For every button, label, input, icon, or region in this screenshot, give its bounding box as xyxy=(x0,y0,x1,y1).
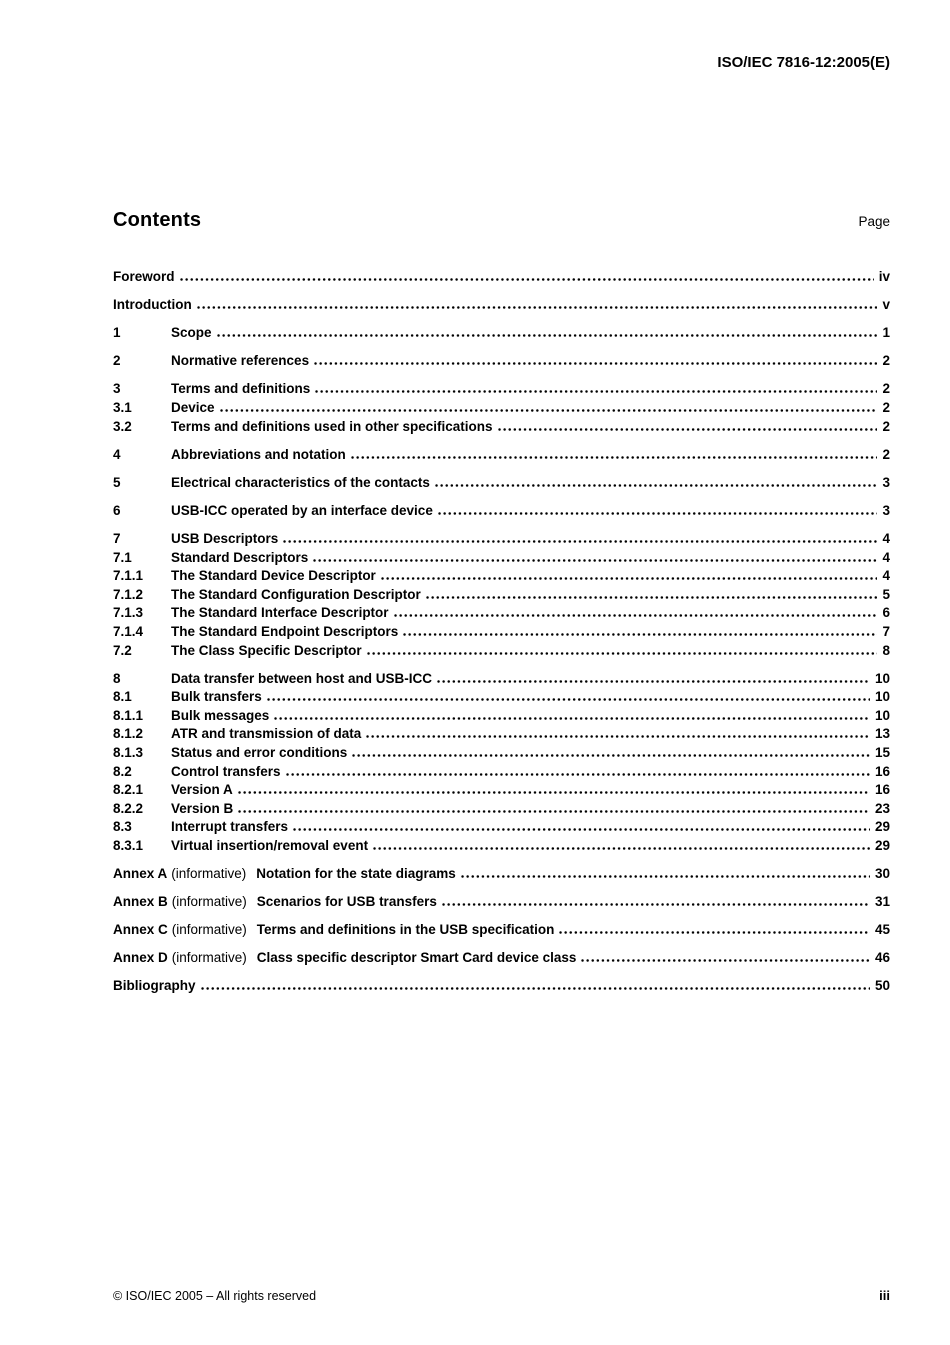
contents-header-row xyxy=(113,209,890,232)
dot-leader xyxy=(580,959,870,962)
page-number: 8 xyxy=(882,642,890,658)
toc-group xyxy=(113,380,890,436)
dot-leader xyxy=(196,306,878,309)
dot-leader xyxy=(314,390,877,393)
page-number: 6 xyxy=(882,605,890,621)
dot-leader xyxy=(266,698,870,701)
dot-leader xyxy=(393,614,878,617)
toc-group xyxy=(113,670,890,856)
annex-label: Annex D xyxy=(113,950,168,966)
toc-row xyxy=(113,921,890,940)
dot-leader xyxy=(380,577,878,580)
page-number: 29 xyxy=(874,819,890,835)
entry-title: Normative references xyxy=(171,353,310,369)
dot-leader xyxy=(219,409,878,412)
toc-row xyxy=(113,670,890,689)
entry-title: Scope xyxy=(171,325,212,341)
toc-row xyxy=(113,725,890,744)
footer xyxy=(113,1288,890,1303)
page-number: 4 xyxy=(882,530,890,546)
section-number: 7.1.2 xyxy=(113,586,144,602)
toc-row xyxy=(113,763,890,782)
dot-leader xyxy=(437,512,878,515)
entry-title: Notation for the state diagrams xyxy=(256,866,456,882)
toc-row xyxy=(113,604,890,623)
toc-group xyxy=(113,324,890,343)
entry-title: Terms and definitions xyxy=(171,381,311,397)
page-number: 2 xyxy=(882,353,890,369)
page-column-label: Page xyxy=(858,214,890,229)
section-number: 7 xyxy=(113,530,121,546)
dot-leader xyxy=(312,559,877,562)
toc-group xyxy=(113,977,890,996)
section-number: 6 xyxy=(113,502,121,518)
entry-title: Terms and definitions in the USB specification xyxy=(256,922,555,938)
toc-row xyxy=(113,296,890,315)
toc-row xyxy=(113,642,890,661)
dot-leader xyxy=(282,540,877,543)
dot-leader xyxy=(237,810,870,813)
toc-row xyxy=(113,977,890,996)
dot-leader xyxy=(313,362,877,365)
toc-row xyxy=(113,688,890,707)
page-number: 46 xyxy=(874,950,890,966)
page-number: 5 xyxy=(882,586,890,602)
dot-leader xyxy=(365,735,870,738)
page-number: 3 xyxy=(882,502,890,518)
section-number: 3.2 xyxy=(113,418,132,434)
entry-title: Virtual insertion/removal event xyxy=(171,837,369,853)
page-number: 29 xyxy=(874,837,890,853)
page-number: 15 xyxy=(874,744,890,760)
entry-title: Bulk transfers xyxy=(171,689,262,705)
dot-leader xyxy=(285,773,870,776)
entry-title: The Standard Configuration Descriptor xyxy=(171,586,421,602)
annex-label: Annex B xyxy=(113,894,168,910)
page-number: 13 xyxy=(874,726,890,742)
dot-leader xyxy=(237,791,870,794)
page-number: 45 xyxy=(874,922,890,938)
toc-row xyxy=(113,865,890,884)
entry-title: The Standard Endpoint Descriptors xyxy=(171,623,399,639)
entry-title: The Standard Interface Descriptor xyxy=(171,605,389,621)
section-number: 8.1 xyxy=(113,689,132,705)
annex-qualifier: (informative) xyxy=(171,922,247,938)
toc-row xyxy=(113,949,890,968)
page-number: 2 xyxy=(882,381,890,397)
dot-leader xyxy=(273,717,870,720)
toc-group xyxy=(113,352,890,371)
dot-leader xyxy=(441,903,870,906)
toc-row xyxy=(113,268,890,287)
entry-title: Device xyxy=(171,399,215,415)
section-number: 8.1.2 xyxy=(113,726,144,742)
page-number: 16 xyxy=(874,782,890,798)
toc-row xyxy=(113,549,890,568)
toc-group xyxy=(113,949,890,968)
toc-group xyxy=(113,296,890,315)
entry-title: Version B xyxy=(171,800,234,816)
section-number: 4 xyxy=(113,446,121,462)
toc-row xyxy=(113,707,890,726)
entry-title: Bulk messages xyxy=(171,707,270,723)
section-number: 8.1.3 xyxy=(113,744,144,760)
folio-page-number: iii xyxy=(879,1288,890,1303)
toc-row xyxy=(113,474,890,493)
page-number: 2 xyxy=(882,399,890,415)
page-number: 23 xyxy=(874,800,890,816)
annex-label: Annex A xyxy=(113,866,168,882)
page-number: 4 xyxy=(882,568,890,584)
entry-title: Scenarios for USB transfers xyxy=(256,894,437,910)
section-number: 8.3 xyxy=(113,819,132,835)
entry-title: USB Descriptors xyxy=(171,530,279,546)
page-number: 10 xyxy=(874,689,890,705)
annex-qualifier: (informative) xyxy=(171,866,247,882)
entry-title: USB-ICC operated by an interface device xyxy=(171,502,433,518)
dot-leader xyxy=(436,680,870,683)
entry-title: The Standard Device Descriptor xyxy=(171,568,376,584)
dot-leader xyxy=(351,754,870,757)
page-number: 7 xyxy=(882,623,890,639)
section-number: 7.1.3 xyxy=(113,605,144,621)
entry-title: Terms and definitions used in other specifications xyxy=(171,418,493,434)
toc-row xyxy=(113,418,890,437)
dot-leader xyxy=(216,334,878,337)
section-number: 7.1.1 xyxy=(113,568,144,584)
toc-group xyxy=(113,921,890,940)
section-number: 2 xyxy=(113,353,121,369)
toc-row xyxy=(113,502,890,521)
entry-title: ATR and transmission of data xyxy=(171,726,362,742)
entry-title: Introduction xyxy=(113,297,192,313)
page-number: 16 xyxy=(874,763,890,779)
entry-title: Abbreviations and notation xyxy=(171,446,346,462)
toc-row xyxy=(113,818,890,837)
section-number: 8.2.1 xyxy=(113,782,144,798)
entry-title: Data transfer between host and USB-ICC xyxy=(171,670,433,686)
dot-leader xyxy=(558,931,870,934)
annex-qualifier: (informative) xyxy=(171,894,247,910)
section-number: 8.1.1 xyxy=(113,707,144,723)
annex-label: Annex C xyxy=(113,922,168,938)
dot-leader xyxy=(372,847,870,850)
document-reference: ISO/IEC 7816-12:2005(E) xyxy=(717,54,890,71)
section-number: 7.1.4 xyxy=(113,623,144,639)
entry-title: Standard Descriptors xyxy=(171,549,309,565)
contents-heading: Contents xyxy=(113,209,202,231)
section-number: 3 xyxy=(113,381,121,397)
section-number: 8 xyxy=(113,670,121,686)
entry-title: Interrupt transfers xyxy=(171,819,289,835)
page-number: 2 xyxy=(882,418,890,434)
entry-title: Class specific descriptor Smart Card device class xyxy=(256,950,577,966)
page-number: v xyxy=(882,297,890,313)
toc-row xyxy=(113,744,890,763)
page-number: 2 xyxy=(882,446,890,462)
page-number: 31 xyxy=(874,894,890,910)
dot-leader xyxy=(434,484,878,487)
toc-group xyxy=(113,474,890,493)
page-number: 4 xyxy=(882,549,890,565)
toc-row xyxy=(113,446,890,465)
toc-group xyxy=(113,530,890,660)
section-number: 8.2 xyxy=(113,763,132,779)
section-number: 5 xyxy=(113,474,121,490)
entry-title: Foreword xyxy=(113,269,175,284)
toc-row xyxy=(113,837,890,856)
dot-leader xyxy=(497,428,878,431)
page-number: 50 xyxy=(874,978,890,994)
section-number: 3.1 xyxy=(113,399,132,415)
toc-group xyxy=(113,446,890,465)
entry-title: Control transfers xyxy=(171,763,281,779)
entry-title: Status and error conditions xyxy=(171,744,348,760)
toc-row xyxy=(113,352,890,371)
section-number: 8.3.1 xyxy=(113,837,144,853)
toc-group xyxy=(113,268,890,287)
toc-row xyxy=(113,380,890,399)
toc-group xyxy=(113,502,890,521)
toc-row xyxy=(113,623,890,642)
page-number: 10 xyxy=(874,707,890,723)
dot-leader xyxy=(460,875,870,878)
section-number: 7.1 xyxy=(113,549,132,565)
section-number: 8.2.2 xyxy=(113,800,144,816)
dot-leader xyxy=(350,456,878,459)
page-number: 10 xyxy=(874,670,890,686)
annex-qualifier: (informative) xyxy=(171,950,247,966)
copyright-notice: © ISO/IEC 2005 – All rights reserved xyxy=(113,1289,317,1303)
toc xyxy=(113,268,890,1006)
toc-row xyxy=(113,567,890,586)
entry-title: Bibliography xyxy=(113,978,196,994)
toc-group xyxy=(113,865,890,884)
dot-leader xyxy=(179,278,874,281)
dot-leader xyxy=(366,652,878,655)
toc-group xyxy=(113,893,890,912)
toc-row xyxy=(113,399,890,418)
section-number: 7.2 xyxy=(113,642,132,658)
section-number: 1 xyxy=(113,325,121,341)
dot-leader xyxy=(292,828,870,831)
page-number: 1 xyxy=(882,325,890,341)
toc-row xyxy=(113,781,890,800)
entry-title: Version A xyxy=(171,782,233,798)
entry-title: The Class Specific Descriptor xyxy=(171,642,362,658)
entry-title: Electrical characteristics of the contacts xyxy=(171,474,430,490)
toc-row xyxy=(113,530,890,549)
page-number: 30 xyxy=(874,866,890,882)
dot-leader xyxy=(200,987,870,990)
page-number: iv xyxy=(878,269,890,284)
dot-leader xyxy=(402,633,877,636)
page-number: 3 xyxy=(882,474,890,490)
toc-row xyxy=(113,893,890,912)
toc-row xyxy=(113,586,890,605)
dot-leader xyxy=(425,596,878,599)
toc-row xyxy=(113,800,890,819)
toc-row xyxy=(113,324,890,343)
